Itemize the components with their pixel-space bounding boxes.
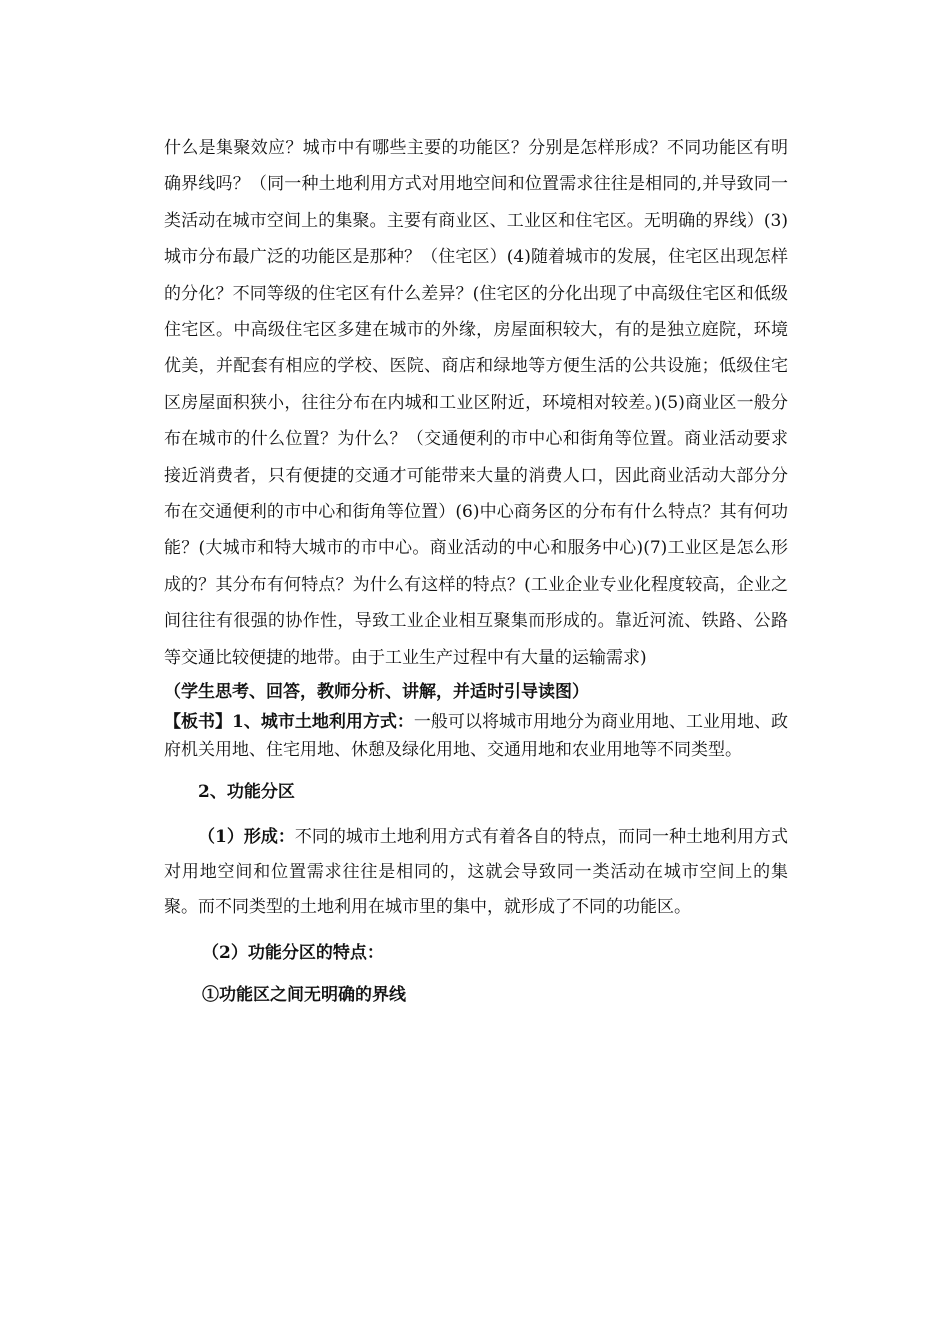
board-paragraph xyxy=(164,708,788,764)
formation-paragraph xyxy=(164,820,788,925)
document-page xyxy=(164,130,788,1009)
formation-text: 不同的城市土地利用方式有着各自的特点，而同一种土地利用方式对用地空间和位置需求往往是相同的，这就会导致同一类活动在城市空间上的集聚。而不同类型的土地利用在城市里的集中，就形成了不同的功能区。 xyxy=(164,827,788,918)
formation-label: （1）形成： xyxy=(198,827,295,848)
features-title: （2）功能分区的特点： xyxy=(202,943,384,964)
board-tag: 【板书】 xyxy=(164,712,233,733)
board-text: 一般可以将城市用地分为商业用地、工业用地、政府机关用地、住宅用地、休憩及绿化用地、交通用地和农业用地等不同类型。 xyxy=(164,712,789,761)
qa-paragraph: 什么是集聚效应？城市中有哪些主要的功能区？分别是怎样形成？不同功能区有明确界线吗？（同一种土地利用方式对用地空间和位置需求往往是相同的,并导致同一类活动在城市空间上的集聚。主要有商业区、工业区和住宅区。无明确的界线）(3)城市分布最广泛的功能区是那种？（住宅区）(4)随着城市的发展，住宅区出现怎样的分化？不同等级的住宅区有什么差异？(住宅区的分化出现了中高级住宅区和低级住宅区。中高级住宅区多建在城市的外缘，房屋面积较大，有的是独立庭院，环境优美，并配套有相应的学校、医院、商店和绿地等方便生活的公共设施；低级住宅区房屋面积狭小，往往分布在内城和工业区附近，环境相对较差。)(5)商业区一般分布在城市的什么位置？为什么？（交通便利的市中心和街角等位置。商业活动要求接近消费者，只有便捷的交通才可能带来大量的消费人口，因此商业活动大部分分布在交通便利的市中心和街角等位置）(6)中心商务区的分布有什么特点？其有何功能？(大城市和特大城市的市中心。商业活动的中心和服务中心)(7)工业区是怎么形成的？其分布有何特点？为什么有这样的特点？(工业企业专业化程度较高，企业之间往往有很强的协作性，导致工业企业相互聚集而形成的。靠近河流、铁路、公路等交通比较便捷的地带。由于工业生产过程中有大量的运输需求) xyxy=(164,138,788,668)
feature-1: ①功能区之间无明确的界线 xyxy=(202,985,406,1006)
instruction-line: （学生思考、回答，教师分析、讲解，并适时引导读图） xyxy=(164,682,589,703)
board-heading: 1、城市土地利用方式： xyxy=(232,712,414,733)
section-2-title: 2、功能分区 xyxy=(198,782,295,803)
